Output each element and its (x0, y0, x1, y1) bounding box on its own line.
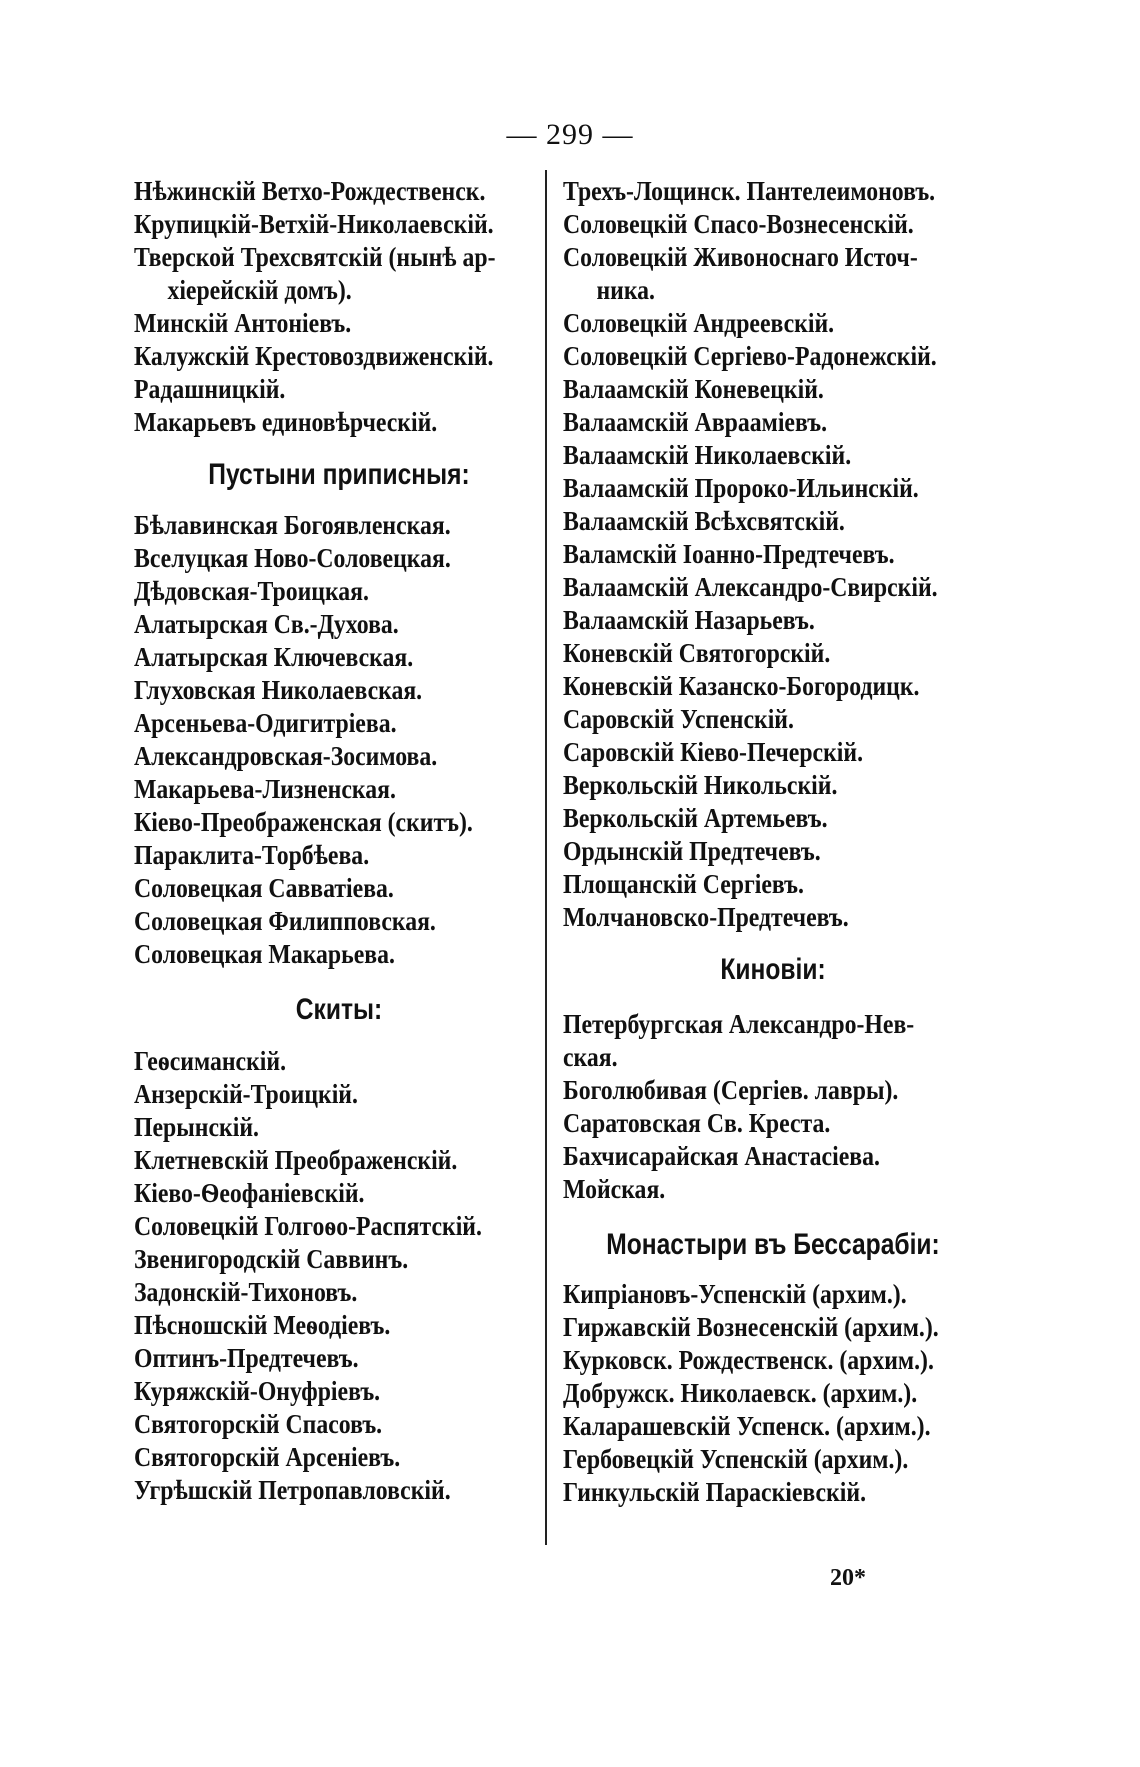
list-item: Крупицкій-Ветхій-Николаевскій. (134, 209, 494, 239)
deserts-list (134, 509, 544, 971)
list-item: Соловецкій Голгоѳо-Распятскій. (134, 1211, 482, 1241)
list-item: Анзерскій-Троицкій. (134, 1079, 358, 1109)
list-item: Соловецкій Живоноснаго Источ- (563, 242, 918, 272)
list-item: Валаамскій Всѣхсвятскій. (563, 506, 845, 536)
list-item: Соловецкая Макарьева. (134, 939, 395, 969)
list-item: ская. (563, 1042, 618, 1072)
list-item: Соловецкая Савватіева. (134, 873, 394, 903)
list-item: Бѣлавинская Богоявленская. (134, 510, 451, 540)
list-item: хіерейскій домъ). (167, 275, 352, 305)
list-item: Площанскій Сергіевъ. (563, 869, 804, 899)
list-item: Валаамскій Пророко-Ильинскій. (563, 473, 919, 503)
page-number: — 299 — (506, 118, 634, 151)
list-item: Нѣжинскій Ветхо-Рождественск. (134, 176, 486, 206)
list-item: Валамскій Іоанно-Предтечевъ. (563, 539, 895, 569)
list-item: Валаамскій Коневецкій. (563, 374, 824, 404)
list-item: Тверской Трехсвятскій (нынѣ ар- (134, 242, 496, 272)
list-item: Алатырская Ключевская. (134, 642, 414, 672)
list-item: Параклита-Торбѣева. (134, 840, 370, 870)
list-item: Соловецкій Сергіево-Радонежскій. (563, 341, 937, 371)
list-item: Арсеньева-Одигитріева. (134, 708, 397, 738)
list-item: Звенигородскій Саввинъ. (134, 1244, 409, 1274)
right-column (563, 175, 983, 1509)
list-item: Алатырская Св.-Духова. (134, 609, 399, 639)
list-item: Гиржавскій Вознесенскій (архим.). (563, 1312, 939, 1342)
list-item: Дѣдовская-Троицкая. (134, 576, 369, 606)
list-item: Калужскій Крестовоздвиженскій. (134, 341, 494, 371)
list-item: Каларашевскій Успенск. (архим.). (563, 1411, 931, 1441)
sketes-heading: Скиты: (295, 993, 383, 1026)
list-item: Пѣсношскій Меѳодіевъ. (134, 1310, 391, 1340)
list-item: Александровская-Зосимова. (134, 741, 438, 771)
list-item: Гинкульскій Параскіевскій. (563, 1477, 867, 1507)
list-item: Глуховская Николаевская. (134, 675, 423, 705)
list-item: Минскій Антоніевъ. (134, 308, 352, 338)
list-item: Перынскій. (134, 1112, 259, 1142)
sketes-list (134, 1045, 544, 1507)
list-item: Гербовецкій Успенскій (архим.). (563, 1444, 909, 1474)
list-item: Кіево-Ѳеофаніевскій. (134, 1178, 365, 1208)
list-item: Соловецкая Филипповская. (134, 906, 436, 936)
list-item: Кіево-Преображенская (скитъ). (134, 807, 473, 837)
list-item: Петербургская Александро-Нев- (563, 1009, 915, 1039)
list-item: Макарьевъ единовѣрческій. (134, 407, 438, 437)
list-item: Радашницкій. (134, 374, 286, 404)
list-item: Соловецкій Андреевскій. (563, 308, 835, 338)
list-item: Валаамскій Александро-Свирскій. (563, 572, 938, 602)
list-item: Саратовская Св. Креста. (563, 1108, 831, 1138)
sketes-continued-list (563, 175, 983, 934)
deserts-heading: Пустыни приписныя: (208, 458, 470, 491)
list-item: Геѳсиманскій. (134, 1046, 287, 1076)
list-item: Святогорскій Спасовъ. (134, 1409, 383, 1439)
list-item: Веркольскій Артемьевъ. (563, 803, 828, 833)
list-item: Бахчисарайская Анастасіева. (563, 1141, 880, 1171)
list-item: Вселуцкая Ново-Соловецкая. (134, 543, 451, 573)
list-item: Коневскій Казанско-Богородицк. (563, 671, 920, 701)
list-item: Соловецкій Спасо-Вознесенскій. (563, 209, 914, 239)
list-item: Трехъ-Лощинск. Пантелеимоновъ. (563, 176, 936, 206)
monasteries-list (134, 175, 544, 439)
list-item: Добружск. Николаевск. (архим.). (563, 1378, 918, 1408)
list-item: Оптинъ-Предтечевъ. (134, 1343, 359, 1373)
list-item: Валаамскій Авраамiевъ. (563, 407, 828, 437)
list-item: Коневскій Святогорскій. (563, 638, 831, 668)
bessarabia-heading: Монастыри въ Бессарабіи: (606, 1228, 940, 1261)
list-item: Веркольскій Никольскій. (563, 770, 838, 800)
signature-mark: 20* (830, 1565, 866, 1591)
list-item: Святогорскій Арсеніевъ. (134, 1442, 401, 1472)
list-item: Саровскій Кіево-Печерскій. (563, 737, 864, 767)
list-item: Валаамскій Назарьевъ. (563, 605, 815, 635)
list-item: Валаамскій Николаевскій. (563, 440, 852, 470)
bessarabia-list (563, 1278, 983, 1509)
list-item: Кипріановъ-Успенскій (архим.). (563, 1279, 907, 1309)
kinovia-list (563, 1008, 983, 1206)
list-item: Угрѣшскій Петропавловскій. (134, 1475, 451, 1505)
list-item: Саровскій Успенскій. (563, 704, 794, 734)
list-item: Мойская. (563, 1174, 666, 1204)
list-item: Курковск. Рождественск. (архим.). (563, 1345, 934, 1375)
list-item: Задонскій-Тихоновъ. (134, 1277, 358, 1307)
list-item: Клетневскій Преображенскій. (134, 1145, 458, 1175)
list-item: Боголюбивая (Сергіев. лавры). (563, 1075, 899, 1105)
list-item: Куряжскій-Онуфріевъ. (134, 1376, 381, 1406)
list-item: Ордынскій Предтечевъ. (563, 836, 821, 866)
column-divider (545, 170, 547, 1545)
kinovia-heading: Киновіи: (720, 953, 826, 986)
left-column (134, 175, 544, 1507)
list-item: Молчановско-Предтечевъ. (563, 902, 849, 932)
list-item: ника. (596, 275, 655, 305)
list-item: Макарьева-Лизненская. (134, 774, 396, 804)
